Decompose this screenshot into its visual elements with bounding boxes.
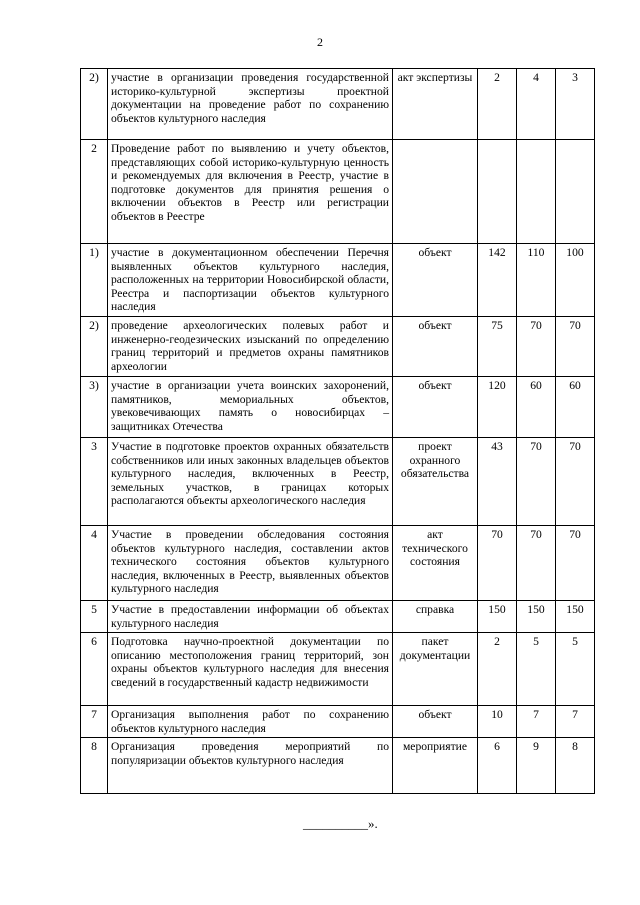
value-year-2: 7 [517,706,556,738]
table-row [81,706,595,738]
work-description: Участие в предоставлении информации об объектах культурного наследия [108,601,393,633]
value-year-2: 110 [517,244,556,317]
value-year-3: 3 [556,69,595,140]
value-year-2: 5 [517,633,556,706]
value-year-3: 8 [556,738,595,794]
value-year-1: 2 [478,633,517,706]
indicators-table [80,68,595,794]
row-number: 6 [81,633,108,706]
table-row [81,69,595,140]
value-year-3: 5 [556,633,595,706]
value-year-3 [556,140,595,244]
table-row [81,633,595,706]
value-year-1: 2 [478,69,517,140]
value-year-2: 70 [517,317,556,377]
table-row [81,377,595,438]
table-row [81,738,595,794]
value-year-1: 6 [478,738,517,794]
unit-of-measure: объект [393,377,478,438]
unit-of-measure: проект охранного обязательства [393,438,478,526]
work-description: Проведение работ по выявлению и учету объектов, представляющих собой историко-культурную ценность и рекомендуемых для включения в Реестр, участие в подготовке документов для принятия решения о включении объектов в Реестр или регистрации объектов в Реестре [108,140,393,244]
unit-of-measure: объект [393,244,478,317]
row-number: 8 [81,738,108,794]
value-year-3: 70 [556,438,595,526]
value-year-2: 9 [517,738,556,794]
row-number: 2) [81,69,108,140]
table-row [81,526,595,601]
value-year-1: 10 [478,706,517,738]
closing-mark: __________». [303,816,378,831]
value-year-3: 7 [556,706,595,738]
value-year-1: 150 [478,601,517,633]
row-number: 1) [81,244,108,317]
work-description: Участие в подготовке проектов охранных обязательств собственников или иных законных владельцев объектов культурного наследия, включенных в Реестр, земельных участков, в границах которых располагаются объекты археологического наследия [108,438,393,526]
table-row [81,438,595,526]
table-row [81,244,595,317]
work-description: Подготовка научно-проектной документации по описанию местоположения границ территорий, зон охраны объектов культурного наследия для внесения сведений в государственный кадастр недвижимости [108,633,393,706]
value-year-3: 100 [556,244,595,317]
value-year-1: 120 [478,377,517,438]
value-year-2: 60 [517,377,556,438]
work-description: Организация выполнения работ по сохранению объектов культурного наследия [108,706,393,738]
row-number: 7 [81,706,108,738]
row-number: 5 [81,601,108,633]
work-description: Участие в проведении обследования состояния объектов культурного наследия, составлении актов технического состояния объектов культурного наследия, включенных в Реестр, выявленных объектов культурного наследия [108,526,393,601]
row-number: 3 [81,438,108,526]
unit-of-measure: справка [393,601,478,633]
value-year-3: 150 [556,601,595,633]
unit-of-measure: пакет документации [393,633,478,706]
table-row [81,140,595,244]
row-number: 4 [81,526,108,601]
value-year-2 [517,140,556,244]
value-year-1: 75 [478,317,517,377]
value-year-1: 142 [478,244,517,317]
row-number: 3) [81,377,108,438]
work-description: участие в организации проведения государственной историко-культурной экспертизы проектной документации на проведение работ по сохранению объектов культурного наследия [108,69,393,140]
value-year-1: 43 [478,438,517,526]
table-row [81,317,595,377]
row-number: 2 [81,140,108,244]
unit-of-measure: объект [393,317,478,377]
work-description: участие в документационном обеспечении Перечня выявленных объектов культурного наследия, расположенных на территории Новосибирской области, Реестра и паспортизации объектов культурного наследия [108,244,393,317]
work-description: участие в организации учета воинских захоронений, памятников, мемориальных объектов, увековечивающих память о новосибирцах – защитниках Отечества [108,377,393,438]
value-year-1 [478,140,517,244]
value-year-3: 70 [556,317,595,377]
value-year-2: 150 [517,601,556,633]
unit-of-measure: объект [393,706,478,738]
value-year-1: 70 [478,526,517,601]
row-number: 2) [81,317,108,377]
value-year-2: 70 [517,526,556,601]
value-year-3: 70 [556,526,595,601]
value-year-3: 60 [556,377,595,438]
page-number: 2 [317,35,323,49]
value-year-2: 4 [517,69,556,140]
value-year-2: 70 [517,438,556,526]
table-row [81,601,595,633]
unit-of-measure: акт экспертизы [393,69,478,140]
work-description: Организация проведения мероприятий по популяризации объектов культурного наследия [108,738,393,794]
unit-of-measure: акт технического состояния [393,526,478,601]
unit-of-measure [393,140,478,244]
unit-of-measure: мероприятие [393,738,478,794]
work-description: проведение археологических полевых работ и инженерно-геодезических изысканий по определению границ территорий и предметов охраны памятников археологии [108,317,393,377]
